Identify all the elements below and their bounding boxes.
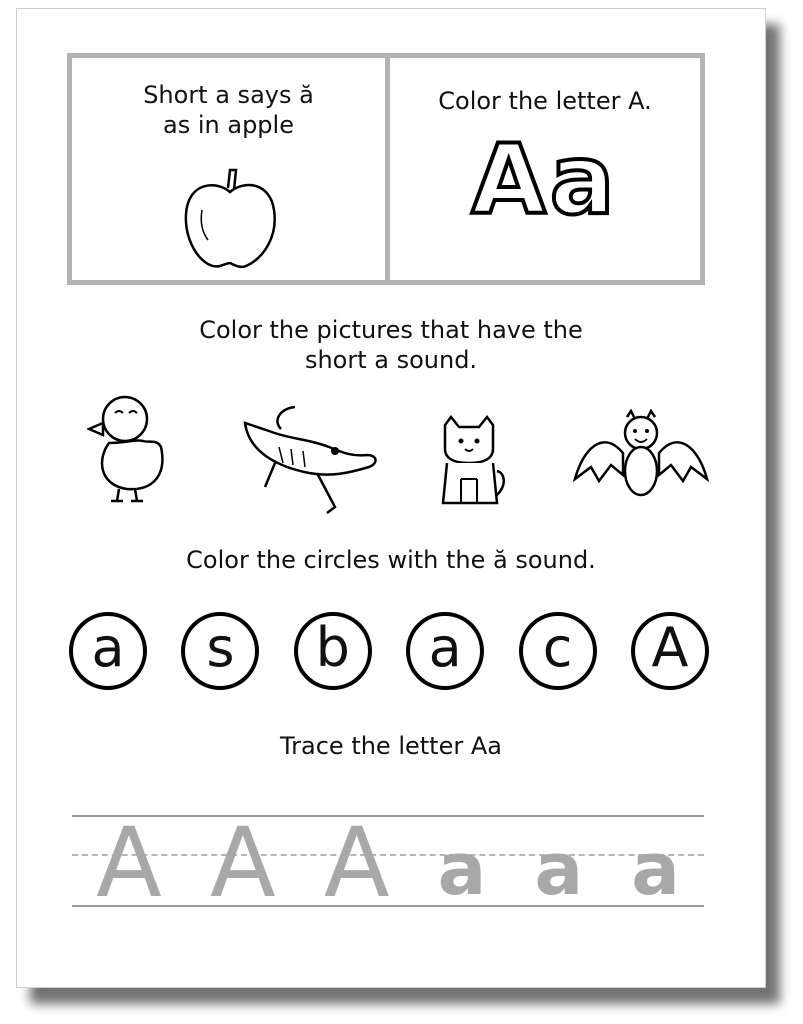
trace-letter-lower[interactable]: a [534,827,584,911]
short-a-line1: Short a says ă [143,81,314,109]
trace-letter-upper[interactable]: A [209,807,276,919]
bat-icon[interactable] [573,409,709,501]
circle-letter-s[interactable]: s [181,612,259,690]
trace-letter-upper[interactable]: A [96,807,162,919]
letter-circles [69,612,709,702]
trace-instruction: Trace the letter Aa [280,732,502,760]
circle-letter-a[interactable]: a [406,612,484,690]
pictures-instruction-line2: short a sound. [304,346,478,374]
outlined-letters-aa[interactable]: Aa [471,124,619,236]
cat-icon[interactable] [435,415,505,511]
pictures-instruction-line1: Color the pictures that have the [199,316,583,344]
worksheet-page [16,8,766,988]
circle-letter-a[interactable]: a [69,612,147,690]
short-a-line2: as in apple [163,111,294,139]
trace-letter-upper[interactable]: A [323,807,390,919]
trace-letter-lower[interactable]: a [437,827,487,911]
circle-letter-b[interactable]: b [294,612,372,690]
trace-letter-lower[interactable]: a [631,827,680,911]
apple-icon [180,166,280,274]
alligator-icon[interactable] [239,403,381,521]
circles-instruction: Color the circles with the ă sound. [186,546,596,574]
circle-letter-A[interactable]: A [631,612,709,690]
short-a-box [67,53,390,285]
color-letter-title: Color the letter A. [438,87,652,115]
trace-letters [72,807,704,919]
color-letter-box [385,53,705,285]
circle-letter-c[interactable]: c [519,612,597,690]
duck-icon[interactable] [87,389,171,505]
